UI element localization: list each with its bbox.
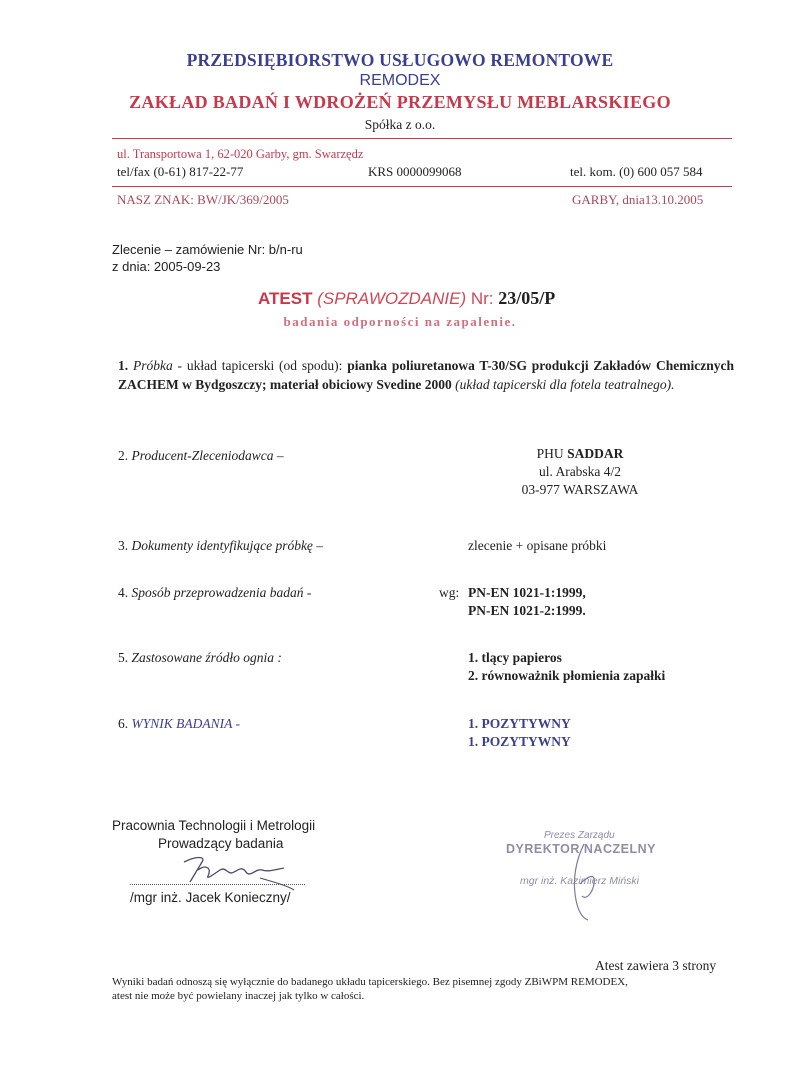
stamp-director: DYREKTOR NACZELNY <box>506 842 656 856</box>
item-6-result-2: 1. POZYTYWNY <box>468 734 571 749</box>
item-3-number: 3. <box>118 538 129 553</box>
item-4-standard-1: PN-EN 1021-1:1999, <box>468 585 586 600</box>
item-5-label-row <box>118 650 282 666</box>
footer-note-1: Wyniki badań odnoszą się wyłącznie do badanego układu tapicerskiego. Bez pisemnej zgody ZBiWPM REMODEX, <box>112 976 628 988</box>
item-3-value: zlecenie + opisane próbki <box>468 538 607 553</box>
order-date: z dnia: 2005-09-23 <box>112 259 221 274</box>
document-title <box>258 288 555 309</box>
footer-note-2: atest nie może być powielany inaczej jak tylko w całości. <box>112 990 365 1002</box>
item-4-label-row <box>118 585 311 601</box>
item-2-value-2: ul. Arabska 4/2 <box>538 464 622 479</box>
item-2-company-name: SADDAR <box>567 446 624 461</box>
company-form: Spółka z o.o. <box>364 117 436 132</box>
item-5-source-1: 1. tlący papieros <box>468 650 562 665</box>
tester-role: Prowadzący badania <box>158 836 284 851</box>
item-1-text: - układ tapicerski (od spodu): <box>172 358 348 373</box>
item-6-label-row <box>118 716 240 732</box>
item-4-standard-2: PN-EN 1021-2:1999. <box>468 603 586 618</box>
item-3-label: Dokumenty identyfikujące próbkę – <box>131 538 324 553</box>
company-telfax: tel/fax (0-61) 817-22-77 <box>117 164 244 179</box>
item-3-label-row <box>118 538 323 554</box>
company-brand: REMODEX <box>359 72 441 89</box>
title-sprawozdanie: (SPRAWOZDANIE) <box>317 289 467 308</box>
handwritten-signature <box>176 848 296 892</box>
item-4-wg: wg: <box>439 585 460 600</box>
order-number: Zlecenie – zamówienie Nr: b/n-ru <box>112 242 303 257</box>
header-rule-top <box>112 138 732 139</box>
item-1-note: (układ tapicerski dla fotela teatralnego). <box>451 377 675 392</box>
company-krs: KRS 0000099068 <box>368 164 462 179</box>
item-1-material: pianka poliuretanowa T-30/SG produkcji Zakładów Chemicznych ZACHEM w Bydgoszczy; materiał obiciowy Svedine 2000 <box>118 358 734 392</box>
title-atest: ATEST <box>258 289 313 308</box>
item-1-label: Próbka <box>132 358 173 373</box>
document-subtitle: badania odporności na zapalenie. <box>283 314 517 329</box>
item-6-number: 6. <box>118 716 129 731</box>
stamp-director-name: mgr inż. Kazimierz Miński <box>520 875 640 887</box>
item-5-source-2: 2. równoważnik płomienia zapałki <box>468 668 666 683</box>
item-2-label: Producent-Zleceniodawca – <box>131 448 284 463</box>
company-address: ul. Transportowa 1, 62-020 Garby, gm. Swarzędz <box>117 147 364 161</box>
item-4-label: Sposób przeprowadzenia badań - <box>131 585 312 600</box>
item-5-label: Zastosowane źródło ognia : <box>131 650 282 665</box>
item-2-number: 2. <box>118 448 129 463</box>
reference-number: NASZ ZNAK: BW/JK/369/2005 <box>117 192 289 207</box>
company-name: PRZEDSIĘBIORSTWO USŁUGOWO REMONTOWE <box>186 50 614 70</box>
header-rule-bottom <box>112 186 732 187</box>
department-name: ZAKŁAD BADAŃ I WDROŻEŃ PRZEMYSŁU MEBLARSKIEGO <box>129 92 671 112</box>
title-nr-label: Nr: <box>470 289 494 308</box>
page-count: Atest zawiera 3 strony <box>595 958 717 973</box>
item-6-result-1: 1. POZYTYWNY <box>468 716 571 731</box>
item-1-number: 1. <box>118 358 129 373</box>
item-2-value-3: 03-977 WARSZAWA <box>521 482 639 497</box>
stamp-president: Prezes Zarządu <box>544 830 615 841</box>
signature-dotted-line <box>130 884 305 885</box>
item-4-number: 4. <box>118 585 129 600</box>
company-mobile: tel. kom. (0) 600 057 584 <box>570 164 703 179</box>
director-signature <box>566 840 616 924</box>
lab-name: Pracownia Technologii i Metrologii <box>112 818 316 833</box>
place-date: GARBY, dnia13.10.2005 <box>572 192 704 207</box>
item-5-number: 5. <box>118 650 129 665</box>
item-2-value-1 <box>0 446 800 462</box>
title-number: 23/05/P <box>498 288 556 308</box>
item-6-label: WYNIK BADANIA - <box>131 716 240 731</box>
item-1-sample <box>118 356 734 394</box>
tester-name: /mgr inż. Jacek Konieczny/ <box>130 890 291 905</box>
item-2-company-prefix: PHU <box>536 446 568 461</box>
